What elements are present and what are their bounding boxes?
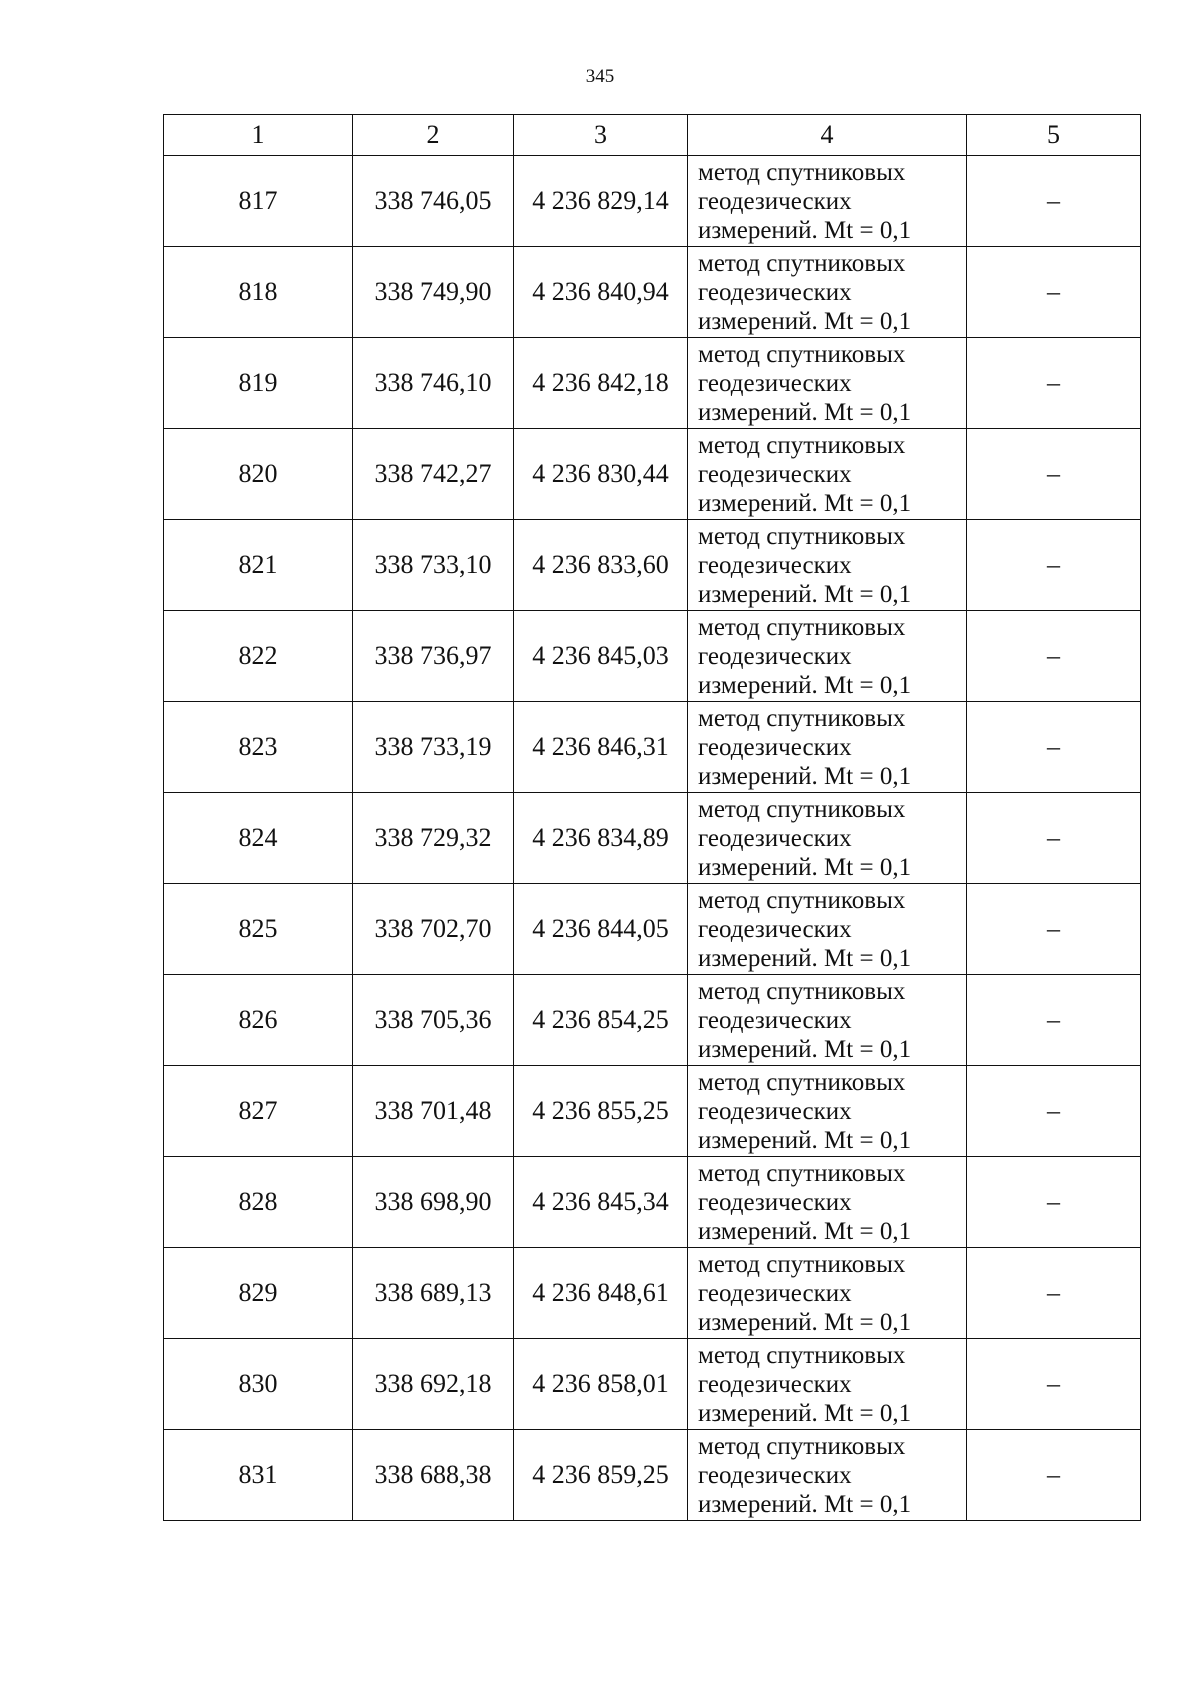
- method-cell: [688, 1430, 967, 1521]
- method-line: метод спутниковых: [698, 704, 906, 732]
- point-number-cell: 831: [164, 1430, 353, 1521]
- method-line: геодезических: [698, 1188, 852, 1216]
- method-line: метод спутниковых: [698, 1159, 906, 1187]
- method-line: измерений. Mt = 0,1: [698, 671, 912, 699]
- header-col-4: 4: [688, 115, 967, 156]
- method-line: измерений. Mt = 0,1: [698, 1399, 912, 1427]
- header-col-2: 2: [353, 115, 514, 156]
- method-line: измерений. Mt = 0,1: [698, 580, 912, 608]
- note-cell: –: [967, 520, 1141, 611]
- y-coordinate-cell: 4 236 833,60: [514, 520, 688, 611]
- y-coordinate-cell: 4 236 829,14: [514, 156, 688, 247]
- table-row: [164, 1430, 1141, 1521]
- page-number: 345: [585, 66, 615, 87]
- table-row: [164, 611, 1141, 702]
- method-line: геодезических: [698, 1279, 852, 1307]
- method-line: метод спутниковых: [698, 1250, 906, 1278]
- method-line: геодезических: [698, 1097, 852, 1125]
- x-coordinate-cell: 338 749,90: [353, 247, 514, 338]
- method-line: геодезических: [698, 642, 852, 670]
- point-number-cell: 827: [164, 1066, 353, 1157]
- point-number-cell: 817: [164, 156, 353, 247]
- point-number-cell: 826: [164, 975, 353, 1066]
- method-line: геодезических: [698, 551, 852, 579]
- method-line: геодезических: [698, 1461, 852, 1489]
- method-cell: [688, 1066, 967, 1157]
- table-row: [164, 338, 1141, 429]
- header-col-3: 3: [514, 115, 688, 156]
- x-coordinate-cell: 338 733,10: [353, 520, 514, 611]
- point-number-cell: 820: [164, 429, 353, 520]
- table-row: [164, 156, 1141, 247]
- note-cell: –: [967, 338, 1141, 429]
- note-cell: –: [967, 1430, 1141, 1521]
- point-number-cell: 821: [164, 520, 353, 611]
- x-coordinate-cell: 338 736,97: [353, 611, 514, 702]
- table-row: [164, 247, 1141, 338]
- y-coordinate-cell: 4 236 842,18: [514, 338, 688, 429]
- point-number-cell: 824: [164, 793, 353, 884]
- method-cell: [688, 702, 967, 793]
- point-number-cell: 818: [164, 247, 353, 338]
- x-coordinate-cell: 338 729,32: [353, 793, 514, 884]
- method-line: геодезических: [698, 824, 852, 852]
- y-coordinate-cell: 4 236 848,61: [514, 1248, 688, 1339]
- table-row: [164, 1066, 1141, 1157]
- method-line: геодезических: [698, 733, 852, 761]
- note-cell: –: [967, 793, 1141, 884]
- table-row: [164, 1339, 1141, 1430]
- table-row: [164, 429, 1141, 520]
- coordinates-table: [163, 114, 1141, 1521]
- x-coordinate-cell: 338 746,05: [353, 156, 514, 247]
- method-line: геодезических: [698, 278, 852, 306]
- point-number-cell: 822: [164, 611, 353, 702]
- method-cell: [688, 793, 967, 884]
- note-cell: –: [967, 1248, 1141, 1339]
- method-line: измерений. Mt = 0,1: [698, 398, 912, 426]
- x-coordinate-cell: 338 701,48: [353, 1066, 514, 1157]
- y-coordinate-cell: 4 236 845,34: [514, 1157, 688, 1248]
- table-row: [164, 793, 1141, 884]
- method-cell: [688, 975, 967, 1066]
- method-cell: [688, 1248, 967, 1339]
- x-coordinate-cell: 338 688,38: [353, 1430, 514, 1521]
- x-coordinate-cell: 338 692,18: [353, 1339, 514, 1430]
- note-cell: –: [967, 611, 1141, 702]
- point-number-cell: 829: [164, 1248, 353, 1339]
- method-line: геодезических: [698, 187, 852, 215]
- note-cell: –: [967, 884, 1141, 975]
- y-coordinate-cell: 4 236 844,05: [514, 884, 688, 975]
- table-row: [164, 520, 1141, 611]
- method-line: измерений. Mt = 0,1: [698, 762, 912, 790]
- y-coordinate-cell: 4 236 846,31: [514, 702, 688, 793]
- method-line: метод спутниковых: [698, 1432, 906, 1460]
- method-cell: [688, 156, 967, 247]
- method-line: измерений. Mt = 0,1: [698, 1035, 912, 1063]
- table-row: [164, 1157, 1141, 1248]
- note-cell: –: [967, 1339, 1141, 1430]
- method-line: геодезических: [698, 460, 852, 488]
- table-row: [164, 975, 1141, 1066]
- method-line: измерений. Mt = 0,1: [698, 1217, 912, 1245]
- method-line: измерений. Mt = 0,1: [698, 1490, 912, 1518]
- method-cell: [688, 611, 967, 702]
- table-row: [164, 702, 1141, 793]
- point-number-cell: 823: [164, 702, 353, 793]
- method-line: метод спутниковых: [698, 522, 906, 550]
- point-number-cell: 828: [164, 1157, 353, 1248]
- x-coordinate-cell: 338 702,70: [353, 884, 514, 975]
- note-cell: –: [967, 975, 1141, 1066]
- method-cell: [688, 1339, 967, 1430]
- table-body: [164, 156, 1141, 1521]
- method-line: геодезических: [698, 915, 852, 943]
- method-line: измерений. Mt = 0,1: [698, 944, 912, 972]
- method-line: измерений. Mt = 0,1: [698, 1308, 912, 1336]
- method-cell: [688, 429, 967, 520]
- y-coordinate-cell: 4 236 859,25: [514, 1430, 688, 1521]
- method-line: метод спутниковых: [698, 158, 906, 186]
- method-line: измерений. Mt = 0,1: [698, 1126, 912, 1154]
- method-line: метод спутниковых: [698, 613, 906, 641]
- note-cell: –: [967, 247, 1141, 338]
- method-line: измерений. Mt = 0,1: [698, 489, 912, 517]
- y-coordinate-cell: 4 236 858,01: [514, 1339, 688, 1430]
- method-cell: [688, 884, 967, 975]
- point-number-cell: 825: [164, 884, 353, 975]
- note-cell: –: [967, 1157, 1141, 1248]
- y-coordinate-cell: 4 236 855,25: [514, 1066, 688, 1157]
- method-line: измерений. Mt = 0,1: [698, 853, 912, 881]
- note-cell: –: [967, 429, 1141, 520]
- y-coordinate-cell: 4 236 830,44: [514, 429, 688, 520]
- method-line: метод спутниковых: [698, 340, 906, 368]
- y-coordinate-cell: 4 236 845,03: [514, 611, 688, 702]
- y-coordinate-cell: 4 236 834,89: [514, 793, 688, 884]
- header-col-1: 1: [164, 115, 353, 156]
- y-coordinate-cell: 4 236 854,25: [514, 975, 688, 1066]
- x-coordinate-cell: 338 746,10: [353, 338, 514, 429]
- y-coordinate-cell: 4 236 840,94: [514, 247, 688, 338]
- method-line: метод спутниковых: [698, 886, 906, 914]
- method-cell: [688, 338, 967, 429]
- table-row: [164, 884, 1141, 975]
- method-cell: [688, 520, 967, 611]
- point-number-cell: 830: [164, 1339, 353, 1430]
- method-cell: [688, 1157, 967, 1248]
- x-coordinate-cell: 338 689,13: [353, 1248, 514, 1339]
- header-row: [164, 115, 1141, 156]
- table-header: [164, 115, 1141, 156]
- method-line: геодезических: [698, 1370, 852, 1398]
- point-number-cell: 819: [164, 338, 353, 429]
- method-line: метод спутниковых: [698, 977, 906, 1005]
- note-cell: –: [967, 156, 1141, 247]
- x-coordinate-cell: 338 742,27: [353, 429, 514, 520]
- x-coordinate-cell: 338 698,90: [353, 1157, 514, 1248]
- x-coordinate-cell: 338 733,19: [353, 702, 514, 793]
- method-line: измерений. Mt = 0,1: [698, 307, 912, 335]
- method-line: геодезических: [698, 369, 852, 397]
- header-col-5: 5: [967, 115, 1141, 156]
- method-line: метод спутниковых: [698, 249, 906, 277]
- method-line: метод спутниковых: [698, 1341, 906, 1369]
- note-cell: –: [967, 702, 1141, 793]
- x-coordinate-cell: 338 705,36: [353, 975, 514, 1066]
- method-line: измерений. Mt = 0,1: [698, 216, 912, 244]
- method-cell: [688, 247, 967, 338]
- method-line: геодезических: [698, 1006, 852, 1034]
- method-line: метод спутниковых: [698, 431, 906, 459]
- note-cell: –: [967, 1066, 1141, 1157]
- method-line: метод спутниковых: [698, 1068, 906, 1096]
- table-row: [164, 1248, 1141, 1339]
- method-line: метод спутниковых: [698, 795, 906, 823]
